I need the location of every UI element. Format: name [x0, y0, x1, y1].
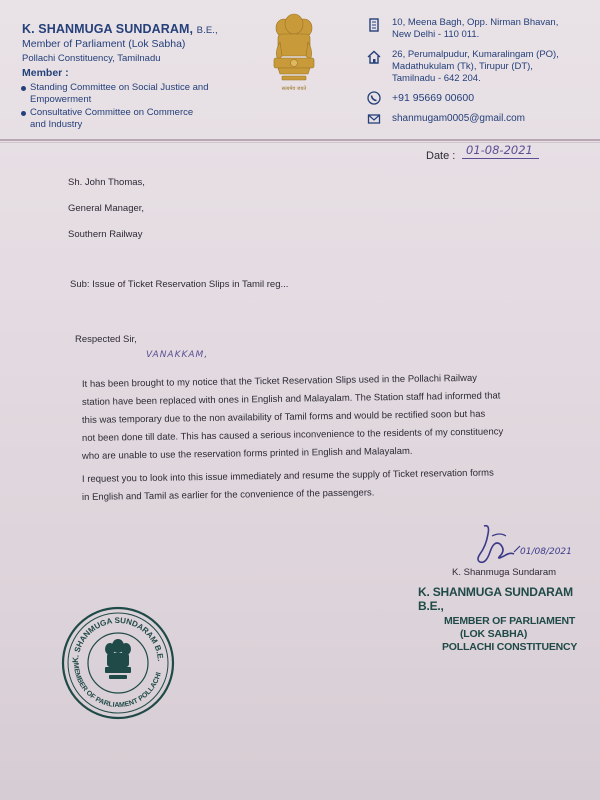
stamp-line: K. SHANMUGA SUNDARAM B.E.,: [418, 585, 573, 613]
body-line: It has been brought to my notice that the Ticket Reservation Slips used in the Pollachi Railway: [81, 372, 478, 390]
delhi-address: 10, Meena Bagh, Opp. Nirman Bhavan, New Delhi - 110 011.: [392, 17, 559, 40]
recipient-line: Southern Railway: [68, 229, 143, 240]
email-address: shanmugam0005@gmail.com: [392, 113, 525, 124]
svg-text:K. SHANMUGA SUNDARAM B.E.: K. SHANMUGA SUNDARAM B.E.: [70, 615, 165, 664]
national-emblem-icon: [268, 12, 320, 96]
official-stamp: [418, 585, 598, 653]
email-icon: [367, 112, 381, 126]
letterhead-constituency: Pollachi Constituency, Tamilnadu: [22, 53, 161, 64]
salutation: Respected Sir,: [75, 334, 137, 345]
stamp-line: (LOK SABHA): [460, 628, 528, 640]
handwritten-signature: [470, 522, 590, 566]
svg-text:MEMBER OF PARLIAMENT POLLACHI: MEMBER OF PARLIAMENT POLLACHI: [71, 662, 163, 710]
letterhead-role: Member of Parliament (Lok Sabha): [22, 38, 186, 50]
member-label: Member :: [22, 67, 69, 79]
handwritten-greeting: VANAKKAM,: [146, 350, 209, 360]
recipient-line: General Manager,: [68, 203, 145, 214]
svg-text:01/08/2021: 01/08/2021: [520, 547, 572, 557]
committee-item: Standing Committee on Social Justice and Empowerment: [30, 82, 210, 106]
body-line: station have been replaced with ones in English and Malayalam. The Station staff had informed that: [81, 390, 501, 408]
svg-text:सत्यमेव जयते: सत्यमेव जयते: [281, 86, 307, 92]
signatory-name: K. Shanmuga Sundaram: [452, 567, 557, 578]
bullet-icon: [21, 111, 26, 116]
bullet-icon: [21, 86, 26, 91]
building-icon: [367, 18, 381, 32]
phone-number: +91 95669 00600: [392, 92, 475, 104]
letterhead-divider: [0, 139, 600, 141]
letterhead-name: [22, 22, 218, 36]
stamp-line: POLLACHI CONSTITUENCY: [442, 641, 578, 653]
mp-degree: B.E.,: [196, 25, 218, 36]
date-value: 01-08-2021: [462, 143, 539, 159]
committee-item: Consultative Committee on Commerce and Industry: [30, 107, 210, 131]
mp-name: K. SHANMUGA SUNDARAM,: [22, 22, 194, 36]
body-line: in English and Tamil as earlier for the convenience of the passengers.: [81, 487, 375, 503]
home-icon: [367, 50, 381, 64]
seal-emblem-icon: [105, 639, 131, 679]
date-label: Date :: [426, 150, 456, 162]
home-address: 26, Perumalpudur, Kumaralingam (PO), Madathukulam (Tk), Tirupur (DT), Tamilnadu - 642 204.: [392, 49, 559, 84]
body-line: not been done till date. This has caused a serious inconvenience to the residents of my constituency: [81, 426, 504, 444]
phone-icon: [367, 91, 381, 105]
body-line: I request you to look into this issue immediately and resume the supply of Ticket reservation forms: [81, 467, 494, 485]
letter-subject: Sub: Issue of Ticket Reservation Slips in Tamil reg...: [70, 279, 289, 290]
stamp-line: MEMBER OF PARLIAMENT: [444, 615, 576, 627]
body-line: this was temporary due to the non availability of Tamil forms and would be rectified soon but has: [81, 408, 486, 426]
body-line: who are unable to use the reservation forms printed in English and Malayalam.: [81, 445, 413, 462]
round-seal: [60, 605, 176, 721]
recipient-line: Sh. John Thomas,: [68, 177, 145, 188]
